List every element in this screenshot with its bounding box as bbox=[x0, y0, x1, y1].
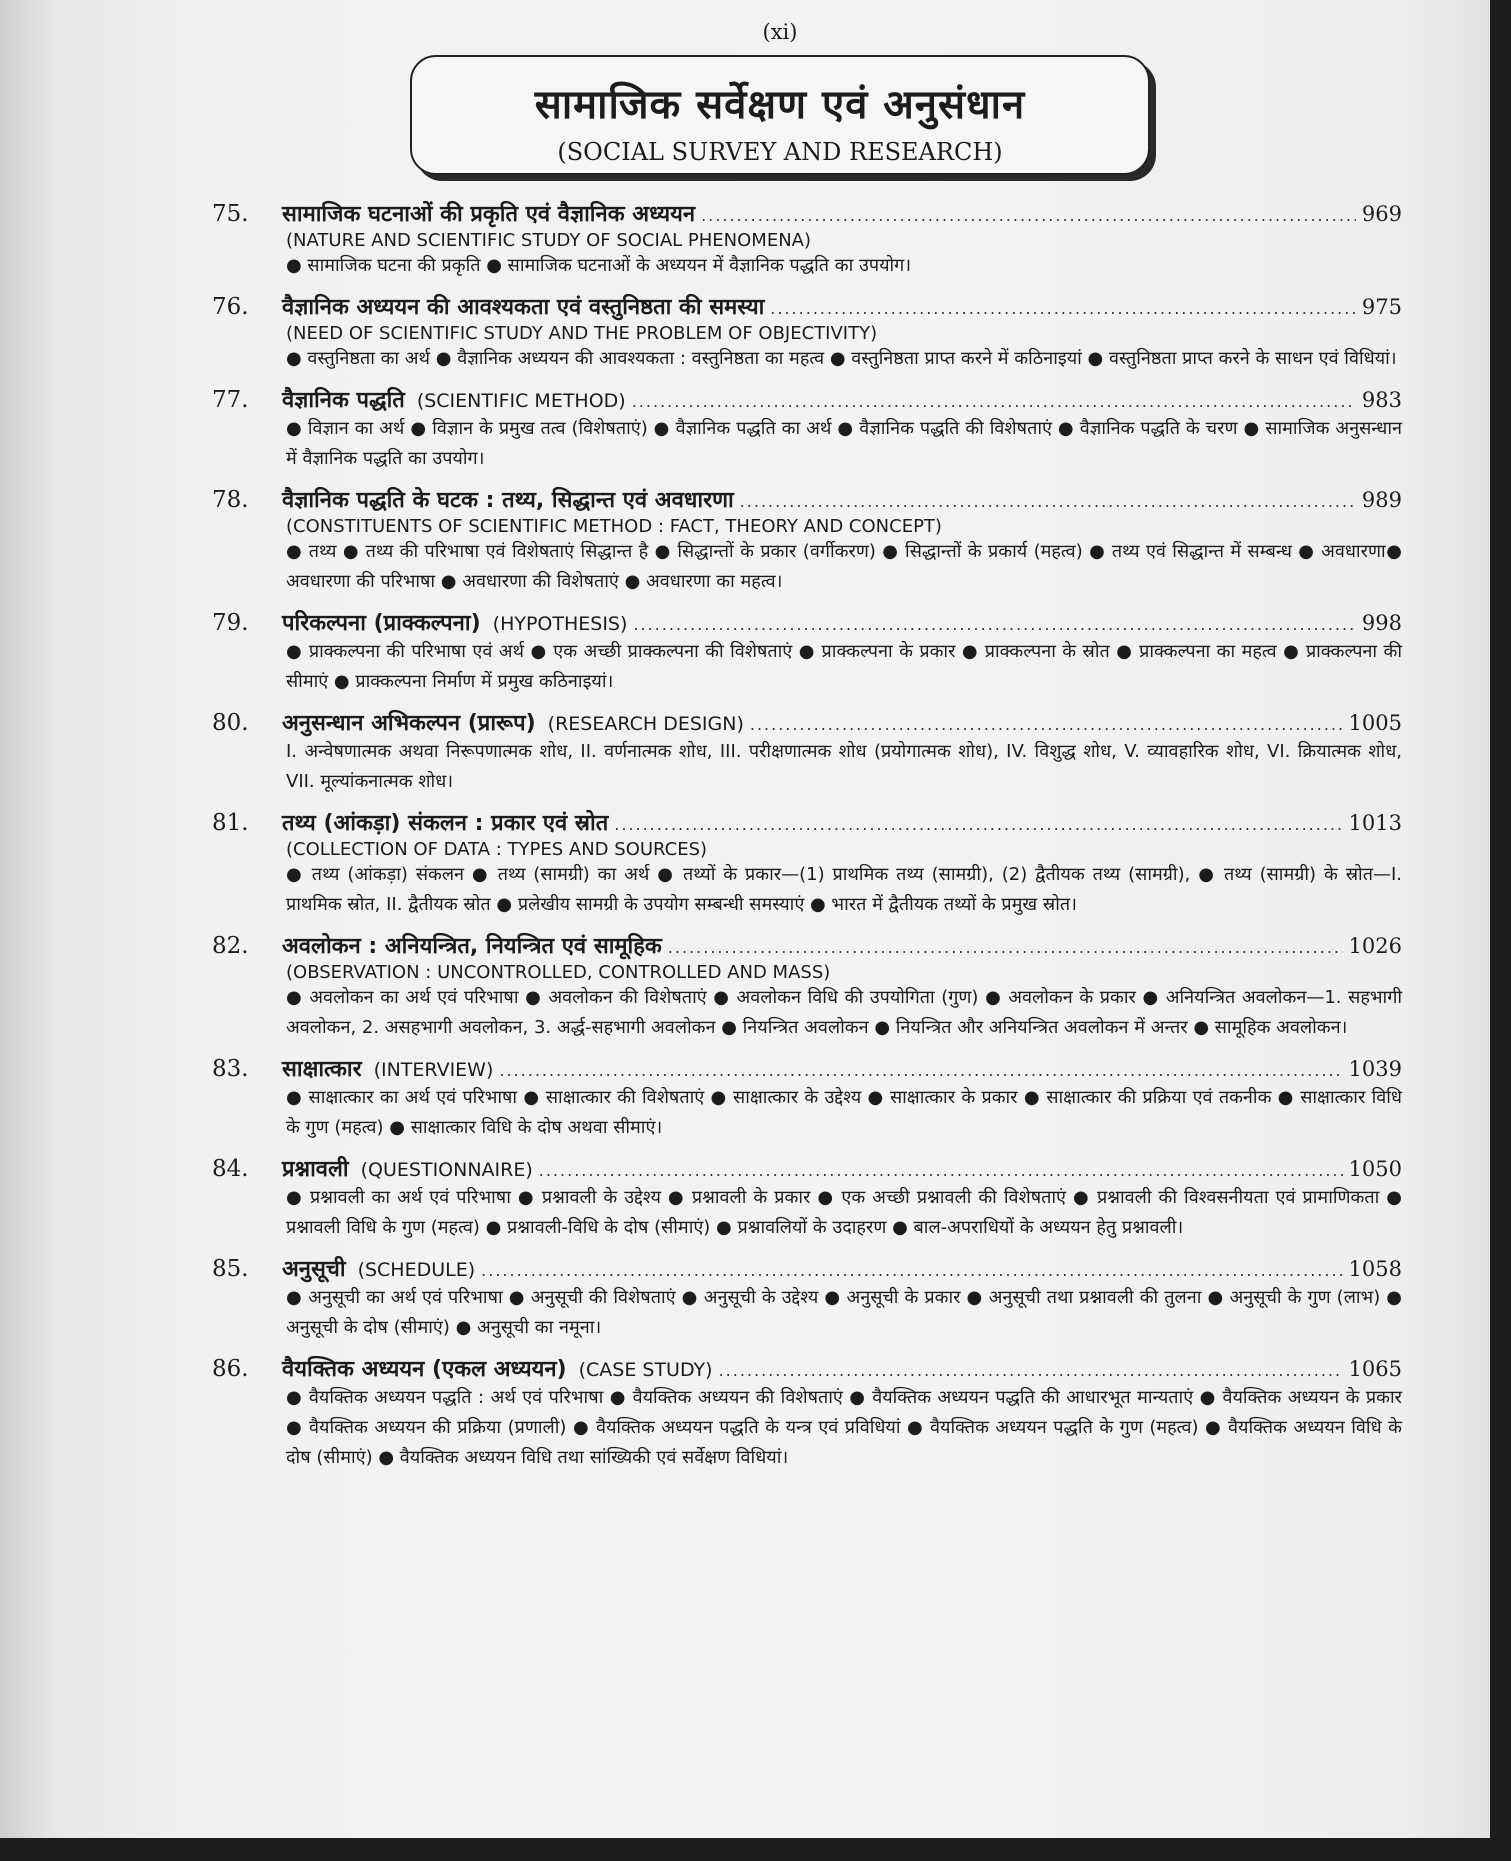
dot-leader bbox=[740, 492, 1356, 511]
toc-entry-heading bbox=[212, 707, 1402, 737]
dot-leader bbox=[539, 1161, 1343, 1180]
toc-entry-heading bbox=[212, 291, 1402, 321]
chapter-title-english: (NATURE AND SCIENTIFIC STUDY OF SOCIAL PHENOMENA) bbox=[286, 230, 811, 251]
dot-leader bbox=[750, 715, 1343, 734]
chapter-number: 77. bbox=[212, 387, 249, 413]
chapter-title-hindi: वैज्ञानिक पद्धति bbox=[282, 388, 405, 413]
dot-leader bbox=[770, 299, 1356, 318]
chapter-number: 78. bbox=[212, 487, 249, 513]
chapter-title-english: (CONSTITUENTS OF SCIENTIFIC METHOD : FACT, THEORY AND CONCEPT) bbox=[286, 516, 942, 537]
chapter-topics: ● प्राक्कल्पना की परिभाषा एवं अर्थ ● एक अच्छी प्राक्कल्पना की विशेषताएं ● प्राक्कल्पना के प्रकार ● प्राक्कल्पना के स्रोत ● प्राक्कल्पना का महत्व ● प्राक्कल्पना की सीमाएं ● प्राक्कल्पना निर्माण में प्रमुख कठिनाइयां। bbox=[286, 641, 1402, 692]
page-reference: 998 bbox=[1361, 611, 1402, 635]
chapter-topics: ● वस्तुनिष्ठता का अर्थ ● वैज्ञानिक अध्ययन की आवश्यकता : वस्तुनिष्ठता का महत्व ● वस्तुनिष्ठता प्राप्त करने में कठिनाइयां ● वस्तुनिष्ठता प्राप्त करने के साधन एवं विधियां। bbox=[286, 348, 1397, 369]
chapter-title-hindi: तथ्य (आंकड़ा) संकलन : प्रकार एवं स्रोत bbox=[282, 811, 609, 836]
chapter-topics: ● सामाजिक घटना की प्रकृति ● सामाजिक घटनाओं के अध्ययन में वैज्ञानिक पद्धति का उपयोग। bbox=[286, 255, 912, 276]
chapter-number: 83. bbox=[212, 1056, 249, 1082]
chapter-number: 79. bbox=[212, 610, 249, 636]
section-title-hindi: सामाजिक सर्वेक्षण एवं अनुसंधान bbox=[534, 82, 1026, 128]
toc-entry bbox=[212, 1153, 1402, 1243]
chapter-title-english: (RESEARCH DESIGN) bbox=[547, 713, 744, 735]
dot-leader bbox=[668, 938, 1343, 957]
section-title-box bbox=[410, 55, 1150, 175]
chapter-title-english: (COLLECTION OF DATA : TYPES AND SOURCES) bbox=[286, 839, 708, 860]
page-reference: 1050 bbox=[1348, 1157, 1402, 1181]
dot-leader bbox=[632, 392, 1356, 411]
scan-bottom-edge bbox=[0, 1838, 1511, 1861]
chapter-topics: ● साक्षात्कार का अर्थ एवं परिभाषा ● साक्षात्कार की विशेषताएं ● साक्षात्कार के उद्देश्य ● साक्षात्कार के प्रकार ● साक्षात्कार की प्रक्रिया एवं तकनीक ● साक्षात्कार विधि के गुण (महत्व) ● साक्षात्कार विधि के दोष अथवा सीमाएं। bbox=[286, 1087, 1402, 1138]
chapter-number: 80. bbox=[212, 710, 249, 736]
chapter-title-english: (QUESTIONNAIRE) bbox=[360, 1159, 533, 1181]
toc-entry bbox=[212, 930, 1402, 1043]
toc-entry-heading bbox=[212, 607, 1402, 637]
chapter-topics: ● वैयक्तिक अध्ययन पद्धति : अर्थ एवं परिभाषा ● वैयक्तिक अध्ययन की विशेषताएं ● वैयक्तिक अध्ययन पद्धति की आधारभूत मान्यताएं ● वैयक्तिक अध्ययन के प्रकार ● वैयक्तिक अध्ययन की प्रक्रिया (प्रणाली) ● वैयक्तिक अध्ययन पद्धति के यन्त्र एवं प्रविधियां ● वैयक्तिक अध्ययन पद्धति के गुण (महत्व) ● वैयक्तिक अध्ययन विधि के दोष (सीमाएं) ● वैयक्तिक अध्ययन विधि तथा सांख्यिकी एवं सर्वेक्षण विधियां। bbox=[286, 1387, 1402, 1468]
page-reference: 1005 bbox=[1348, 711, 1402, 735]
chapter-title-english: (SCIENTIFIC METHOD) bbox=[416, 390, 626, 412]
page-reference: 1039 bbox=[1348, 1057, 1402, 1081]
chapter-topics: ● तथ्य (आंकड़ा) संकलन ● तथ्य (सामग्री) का अर्थ ● तथ्यों के प्रकार—(1) प्राथमिक तथ्य (सामग्री), (2) द्वैतीयक तथ्य (सामग्री), ● तथ्य (सामग्री) के स्रोत—I. प्राथमिक स्रोत, II. द्वैतीयक स्रोत ● प्रलेखीय सामग्री के उपयोग सम्बन्धी समस्याएं ● भारत में द्वैतीयक तथ्यों के प्रमुख स्रोत। bbox=[286, 864, 1402, 915]
chapter-title-hindi: वैज्ञानिक पद्धति के घटक : तथ्य, सिद्धान्त एवं अवधारणा bbox=[282, 488, 734, 513]
toc-entry-heading bbox=[212, 807, 1402, 837]
chapter-number: 82. bbox=[212, 933, 249, 959]
toc-entry bbox=[212, 807, 1402, 920]
chapter-topics: I. अन्वेषणात्मक अथवा निरूपणात्मक शोध, II. वर्णनात्मक शोध, III. परीक्षणात्मक शोध (प्रयोगात्मक शोध), IV. विशुद्ध शोध, V. व्यावहारिक शोध, VI. क्रियात्मक शोध, VII. मूल्यांकनात्मक शोध। bbox=[286, 741, 1402, 792]
chapter-topics: ● विज्ञान का अर्थ ● विज्ञान के प्रमुख तत्व (विशेषताएं) ● वैज्ञानिक पद्धति का अर्थ ● वैज्ञानिक पद्धति की विशेषताएं ● वैज्ञानिक पद्धति के चरण ● सामाजिक अनुसन्धान में वैज्ञानिक पद्धति का उपयोग। bbox=[286, 418, 1402, 469]
chapter-topics: ● तथ्य ● तथ्य की परिभाषा एवं विशेषताएं सिद्धान्त है ● सिद्धान्तों के प्रकार (वर्गीकरण) ● सिद्धान्तों के प्रकार्य (महत्व) ● तथ्य एवं सिद्धान्त में सम्बन्ध ● अवधारणा● अवधारणा की परिभाषा ● अवधारणा की विशेषताएं ● अवधारणा का महत्व। bbox=[286, 541, 1402, 592]
chapter-title-english: (INTERVIEW) bbox=[373, 1059, 494, 1081]
dot-leader bbox=[701, 206, 1356, 225]
chapter-title-hindi: वैज्ञानिक अध्ययन की आवश्यकता एवं वस्तुनिष्ठता की समस्या bbox=[282, 295, 765, 320]
toc-entry-heading bbox=[212, 1353, 1402, 1383]
chapter-number: 86. bbox=[212, 1356, 249, 1382]
section-title-english: (SOCIAL SURVEY AND RESEARCH) bbox=[557, 138, 1003, 166]
toc-entry bbox=[212, 384, 1402, 474]
page-number: (xi) bbox=[762, 20, 798, 44]
chapter-number: 75. bbox=[212, 201, 249, 227]
toc-entry bbox=[212, 1353, 1402, 1473]
toc-entry-heading bbox=[212, 484, 1402, 514]
dot-leader bbox=[614, 815, 1342, 834]
chapter-number: 85. bbox=[212, 1256, 249, 1282]
dot-leader bbox=[499, 1061, 1342, 1080]
toc-entry-heading bbox=[212, 1053, 1402, 1083]
toc-entry bbox=[212, 607, 1402, 697]
toc-entry-heading bbox=[212, 930, 1402, 960]
chapter-title-english: (CASE STUDY) bbox=[578, 1359, 713, 1381]
page-reference: 989 bbox=[1361, 488, 1402, 512]
chapter-title-hindi: वैयक्तिक अध्ययन (एकल अध्ययन) bbox=[282, 1357, 567, 1382]
toc-entry-heading bbox=[212, 384, 1402, 414]
chapter-title-hindi: परिकल्पना (प्राक्कल्पना) bbox=[282, 611, 481, 636]
dot-leader bbox=[719, 1361, 1343, 1380]
page-reference: 975 bbox=[1361, 295, 1402, 319]
chapter-title-english: (NEED OF SCIENTIFIC STUDY AND THE PROBLEM OF OBJECTIVITY) bbox=[286, 323, 878, 344]
toc-entry bbox=[212, 1253, 1402, 1343]
toc-entry bbox=[212, 707, 1402, 797]
toc-entry bbox=[212, 1053, 1402, 1143]
chapter-title-english: (OBSERVATION : UNCONTROLLED, CONTROLLED AND MASS) bbox=[286, 962, 831, 983]
toc-entry bbox=[212, 484, 1402, 597]
toc-entry bbox=[212, 198, 1402, 281]
toc-entry-heading bbox=[212, 1253, 1402, 1283]
page-reference: 1058 bbox=[1348, 1257, 1402, 1281]
chapter-title-hindi: अनुसूची bbox=[282, 1257, 346, 1282]
page-reference: 1013 bbox=[1348, 811, 1402, 835]
page-reference: 983 bbox=[1361, 388, 1402, 412]
chapter-title-english: (HYPOTHESIS) bbox=[492, 613, 628, 635]
chapter-topics: ● प्रश्नावली का अर्थ एवं परिभाषा ● प्रश्नावली के उद्देश्य ● प्रश्नावली के प्रकार ● एक अच्छी प्रश्नावली की विशेषताएं ● प्रश्नावली की विश्वसनीयता एवं प्रामाणिकता ● प्रश्नावली विधि के गुण (महत्व) ● प्रश्नावली-विधि के दोष (सीमाएं) ● प्रश्नावलियों के उदाहरण ● बाल-अपराधियों के अध्ययन हेतु प्रश्नावली। bbox=[286, 1187, 1402, 1238]
table-of-contents bbox=[212, 198, 1402, 1483]
chapter-title-english: (SCHEDULE) bbox=[357, 1259, 476, 1281]
chapter-number: 84. bbox=[212, 1156, 249, 1182]
toc-entry-heading bbox=[212, 1153, 1402, 1183]
page-reference: 1026 bbox=[1348, 934, 1402, 958]
chapter-title-hindi: सामाजिक घटनाओं की प्रकृति एवं वैज्ञानिक अध्ययन bbox=[282, 202, 696, 227]
chapter-topics: ● अनुसूची का अर्थ एवं परिभाषा ● अनुसूची की विशेषताएं ● अनुसूची के उद्देश्य ● अनुसूची के प्रकार ● अनुसूची तथा प्रश्नावली की तुलना ● अनुसूची के गुण (लाभ) ● अनुसूची के दोष (सीमाएं) ● अनुसूची का नमूना। bbox=[286, 1287, 1402, 1338]
chapter-topics: ● अवलोकन का अर्थ एवं परिभाषा ● अवलोकन की विशेषताएं ● अवलोकन विधि की उपयोगिता (गुण) ● अवलोकन के प्रकार ● अनियन्त्रित अवलोकन—1. सहभागी अवलोकन, 2. असहभागी अवलोकन, 3. अर्द्ध-सहभागी अवलोकन ● नियन्त्रित अवलोकन ● नियन्त्रित और अनियन्त्रित अवलोकन में अन्तर ● सामूहिक अवलोकन। bbox=[286, 987, 1402, 1038]
page-reference: 969 bbox=[1361, 202, 1402, 226]
chapter-title-hindi: प्रश्नावली bbox=[282, 1157, 349, 1182]
toc-entry bbox=[212, 291, 1402, 374]
chapter-title-hindi: अनुसन्धान अभिकल्पन (प्रारूप) bbox=[282, 711, 536, 736]
toc-entry-heading bbox=[212, 198, 1402, 228]
dot-leader bbox=[633, 615, 1355, 634]
chapter-title-hindi: साक्षात्कार bbox=[282, 1057, 362, 1082]
chapter-number: 81. bbox=[212, 810, 249, 836]
chapter-title-hindi: अवलोकन : अनियन्त्रित, नियन्त्रित एवं सामूहिक bbox=[282, 934, 662, 959]
page-reference: 1065 bbox=[1348, 1357, 1402, 1381]
dot-leader bbox=[481, 1261, 1342, 1280]
chapter-number: 76. bbox=[212, 294, 249, 320]
